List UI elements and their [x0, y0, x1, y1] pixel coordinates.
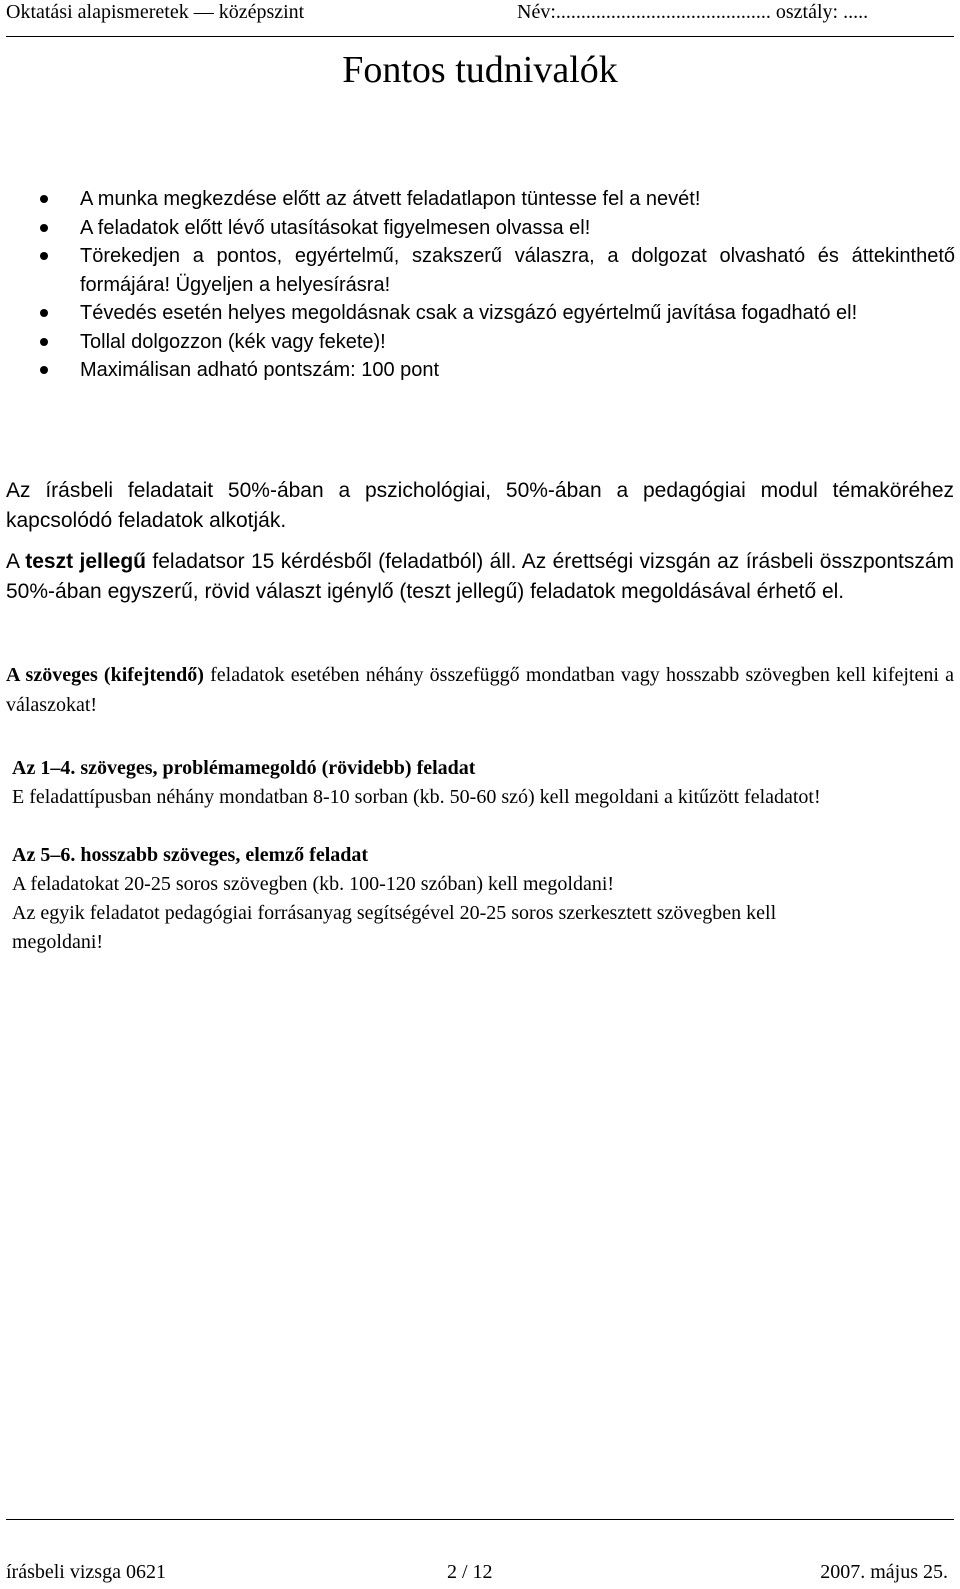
page-title: Fontos tudnivalók [342, 49, 618, 91]
section-long-tasks [12, 841, 952, 957]
header-name-class-field: Név:........................................... osztály: ..... [517, 1, 869, 23]
bullet-icon [40, 366, 48, 374]
list-item: A feladatok előtt lévő utasításokat figyelmesen olvassa el! [0, 214, 960, 243]
list-item: Maximálisan adható pontszám: 100 pont [0, 356, 960, 385]
footer-divider [6, 1519, 954, 1520]
list-item: Tollal dolgozzon (kék vagy fekete)! [0, 328, 960, 357]
bullet-icon [40, 309, 48, 317]
footer-exam-code: írásbeli vizsga 0621 [6, 1561, 166, 1583]
bullet-icon [40, 252, 48, 260]
footer-date: 2007. május 25. [820, 1561, 948, 1583]
bullet-icon [40, 224, 48, 232]
list-item: A munka megkezdése előtt az átvett feladatlapon tüntesse fel a nevét! [0, 185, 960, 214]
section-text: E feladattípusban néhány mondatban 8-10 sorban (kb. 50-60 szó) kell megoldani a kitűzött feladatot! [12, 786, 821, 808]
list-item: Törekedjen a pontos, egyértelmű, szakszerű válaszra, a dolgozat olvasható és áttekinthető formájára! Ügyeljen a helyesírásra! [0, 242, 960, 299]
header-subject: Oktatási alapismeretek — középszint [6, 1, 305, 23]
rules-list [0, 185, 960, 385]
list-item: Tévedés esetén helyes megoldásnak csak a vizsgázó egyértelmű javítása fogadható el! [0, 299, 960, 328]
section-heading: Az 5–6. hosszabb szöveges, elemző feladat [12, 844, 369, 866]
section-text: Az egyik feladatot pedagógiai forrásanyag segítségével 20-25 soros szerkesztett szövegben kell megoldani! [12, 902, 777, 953]
bold-text: teszt jellegű [25, 550, 146, 573]
page-header [6, 0, 954, 37]
bullet-icon [40, 195, 48, 203]
section-text: A feladatokat 20-25 soros szövegben (kb. 100-120 szóban) kell megoldani! [12, 873, 615, 895]
bullet-icon [40, 338, 48, 346]
section-short-tasks [12, 754, 952, 812]
paragraph-essay-tasks: A szöveges (kifejtendő) feladatok esetében néhány összefüggő mondatban vagy hosszabb szövegben kell kifejteni a válaszokat! [6, 664, 954, 716]
footer-page-number: 2 / 12 [447, 1561, 493, 1583]
section-heading: Az 1–4. szöveges, problémamegoldó (rövidebb) feladat [12, 757, 476, 779]
paragraph-test-tasks: A teszt jellegű feladatsor 15 kérdésből (feladatból) áll. Az érettségi vizsgán az írásbeli összpontszám 50%-ában egyszerű, rövid választ igénylő (teszt jellegű) feladatok megoldásával érhető el. [6, 550, 954, 603]
paragraph-modules: Az írásbeli feladatait 50%-ában a pszichológiai, 50%-ában a pedagógiai modul témaköréhez kapcsolódó feladatok alkotják. [6, 479, 954, 532]
bold-text: A szöveges (kifejtendő) [6, 664, 204, 686]
